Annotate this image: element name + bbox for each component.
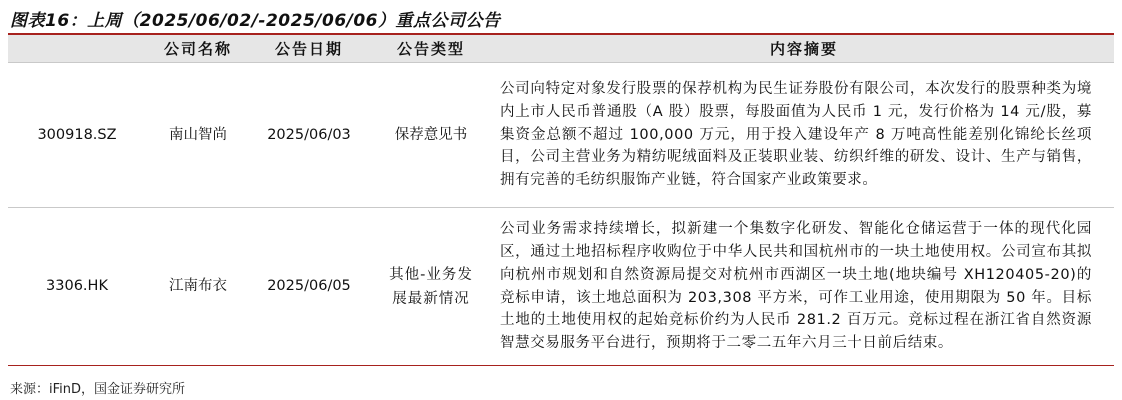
announcement-table [8,35,1114,366]
figure-title: 图表16：上周（2025/06/02/-2025/06/06）重点公司公告 [10,11,501,31]
cell-company-name: 江南布衣 [146,208,250,366]
cell-summary: 公司业务需求持续增长，拟新建一个集数字化研发、智能化仓储运营于一体的现代化园区，通过土地招标程序收购位于中华人民共和国杭州市的一块土地使用权。公司宣布其拟向杭州市规划和自然资源局提交对杭州市西湖区一块土地(地块编号 XH120405-20)的竞标申请，该土地总面积为 203,308 平方米，可作工业用途，使用期限为 50 年。目标土地的土地使用权的起始竞标价约为人民币 281.2 百万元。竞标过程在浙江省自然资源智慧交易服务平台进行，预期将于二零二五年六月三十日前后结束。 [494,208,1114,366]
cell-summary: 公司向特定对象发行股票的保荐机构为民生证券股份有限公司，本次发行的股票种类为境内上市人民币普通股（A 股）股票，每股面值为人民币 1 元，发行价格为 14 元/股，募集资金总额不超过 100,000 万元，用于投入建设年产 8 万吨高性能差别化锦纶长丝项目，公司主营业务为精纺呢绒面料及正装职业装、纺织纤维的研发、设计、生产与销售，拥有完善的毛纺织服饰产业链，符合国家产业政策要求。 [494,63,1114,208]
cell-date: 2025/06/03 [250,63,368,208]
cell-type [368,208,494,366]
header-announcement-type: 公告类型 [368,35,494,63]
table-row [8,63,1114,208]
table-row [8,208,1114,366]
header-code [8,35,146,63]
table-header-row [8,35,1114,63]
header-summary: 内容摘要 [494,35,1114,63]
cell-code: 3306.HK [8,208,146,366]
source-note: 来源：iFinD，国金证券研究所 [10,382,186,397]
cell-code: 300918.SZ [8,63,146,208]
cell-type: 保荐意见书 [368,63,494,208]
header-announcement-date: 公告日期 [250,35,368,63]
cell-date: 2025/06/05 [250,208,368,366]
header-company-name: 公司名称 [146,35,250,63]
cell-company-name: 南山智尚 [146,63,250,208]
cell-type-text: 其他-业务发展最新情况 [389,266,473,307]
